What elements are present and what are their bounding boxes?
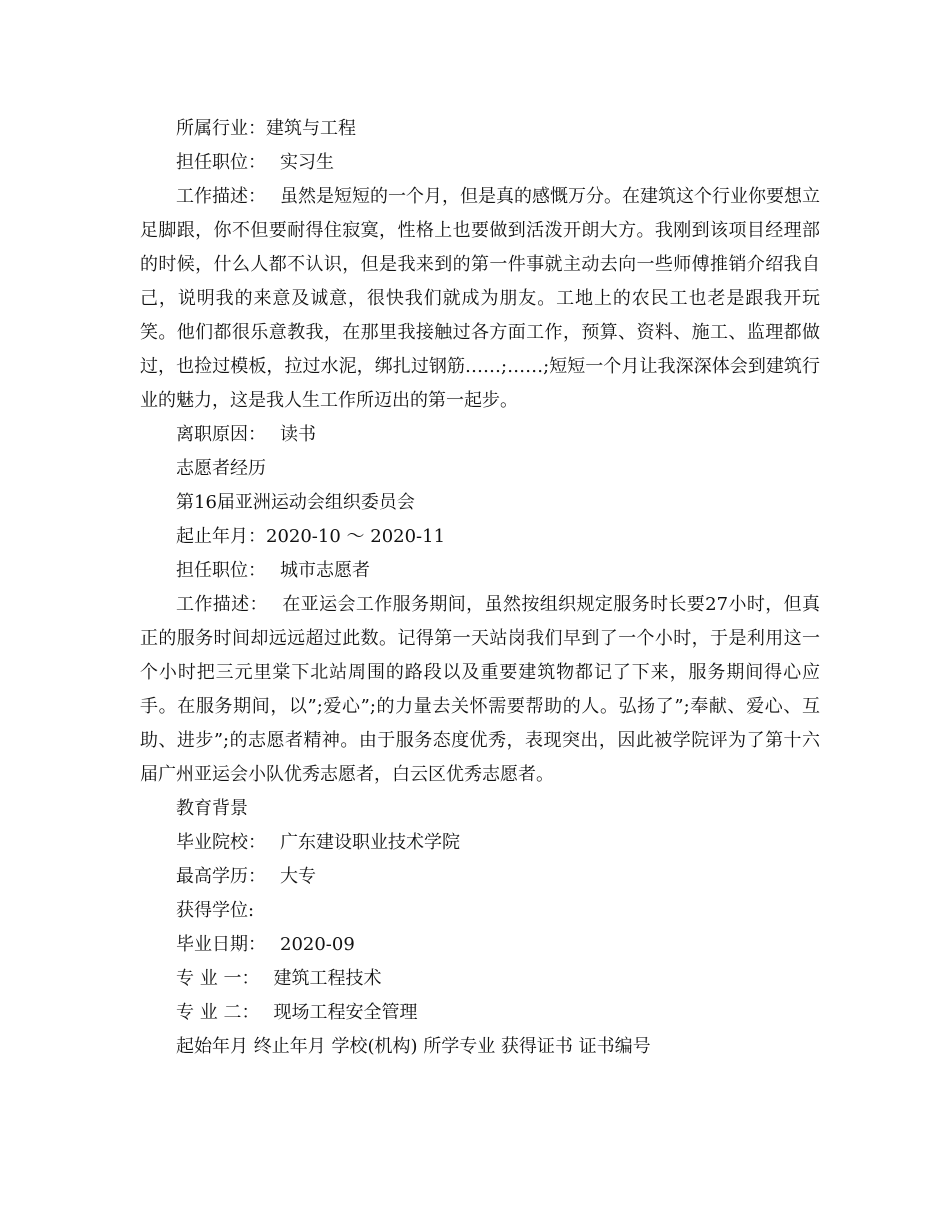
- volunteer-period-value: 2020-10 ～ 2020-11: [266, 526, 446, 547]
- leave-reason-value: 读书: [280, 424, 316, 445]
- major1-label: 专 业 一：: [176, 968, 260, 989]
- major2-value: 现场工程安全管理: [273, 1002, 418, 1023]
- major1-value: 建筑工程技术: [273, 968, 382, 989]
- grad-date-row: [140, 928, 820, 962]
- work-description: [140, 180, 820, 418]
- education-heading: 教育背景: [176, 798, 248, 819]
- grad-date-label: 毕业日期：: [176, 934, 266, 955]
- school-label: 毕业院校：: [176, 832, 266, 853]
- volunteer-period-row: [140, 520, 820, 554]
- volunteer-position-row: [140, 554, 820, 588]
- leave-reason-row: [140, 418, 820, 452]
- degree-row: [140, 894, 820, 928]
- resume-content: [140, 112, 820, 1064]
- major1-row: [140, 962, 820, 996]
- intern-position-value: 实习生: [280, 152, 334, 173]
- volunteer-period-label: 起止年月：: [176, 526, 266, 547]
- work-description-label: 工作描述：: [176, 186, 266, 207]
- volunteer-position-label: 担任职位：: [176, 560, 266, 581]
- work-description-text: 虽然是短短的一个月，但是真的感慨万分。在建筑这个行业你要想立足脚跟，你不但要耐得住寂寞，性格上也要做到活泼开朗大方。我刚到该项目经理部的时候，什么人都不认识，但是我来到的第一件事就主动去向一些师傅推销介绍我自己，说明我的来意及诚意，很快我们就成为朋友。工地上的农民工也老是跟我开玩笑。他们都很乐意教我，在那里我接触过各方面工作，预算、资料、施工、监理都做过，也捡过模板，拉过水泥，绑扎过钢筋……;……;短短一个月让我深深体会到建筑行业的魅力，这是我人生工作所迈出的第一起步。: [140, 186, 820, 411]
- leave-reason-label: 离职原因：: [176, 424, 266, 445]
- intern-position-row: [140, 146, 820, 180]
- industry-label: 所属行业：: [176, 118, 266, 139]
- education-table-header: 起始年月 终止年月 学校(机构) 所学专业 获得证书 证书编号: [176, 1036, 651, 1057]
- degree-level-row: [140, 860, 820, 894]
- school-value: 广东建设职业技术学院: [280, 832, 460, 853]
- degree-level-value: 大专: [280, 866, 316, 887]
- volunteer-position-value: 城市志愿者: [280, 560, 370, 581]
- major2-label: 专 业 二：: [176, 1002, 260, 1023]
- volunteer-heading: 志愿者经历: [176, 458, 266, 479]
- degree-level-label: 最高学历：: [176, 866, 266, 887]
- school-row: [140, 826, 820, 860]
- intern-position-label: 担任职位：: [176, 152, 266, 173]
- degree-label: 获得学位:: [176, 900, 255, 921]
- major2-row: [140, 996, 820, 1030]
- industry-row: [140, 112, 820, 146]
- industry-value: 建筑与工程: [266, 118, 356, 139]
- volunteer-organization: 第16届亚洲运动会组织委员会: [176, 492, 415, 513]
- volunteer-description-text: 在亚运会工作服务期间，虽然按组织规定服务时长要27小时，但真正的服务时间却远远超过此数。记得第一天站岗我们早到了一个小时，于是利用这一个小时把三元里棠下北站周围的路段以及重要建筑物都记了下来，服务期间得心应手。在服务期间，以”;爱心”;的力量去关怀需要帮助的人。弘扬了”;奉献、爱心、互助、进步”;的志愿者精神。由于服务态度优秀，表现突出，因此被学院评为了第十六届广州亚运会小队优秀志愿者，白云区优秀志愿者。: [140, 594, 821, 785]
- volunteer-description-label: 工作描述：: [176, 594, 268, 615]
- volunteer-description: [140, 588, 820, 792]
- grad-date-value: 2020-09: [280, 934, 355, 955]
